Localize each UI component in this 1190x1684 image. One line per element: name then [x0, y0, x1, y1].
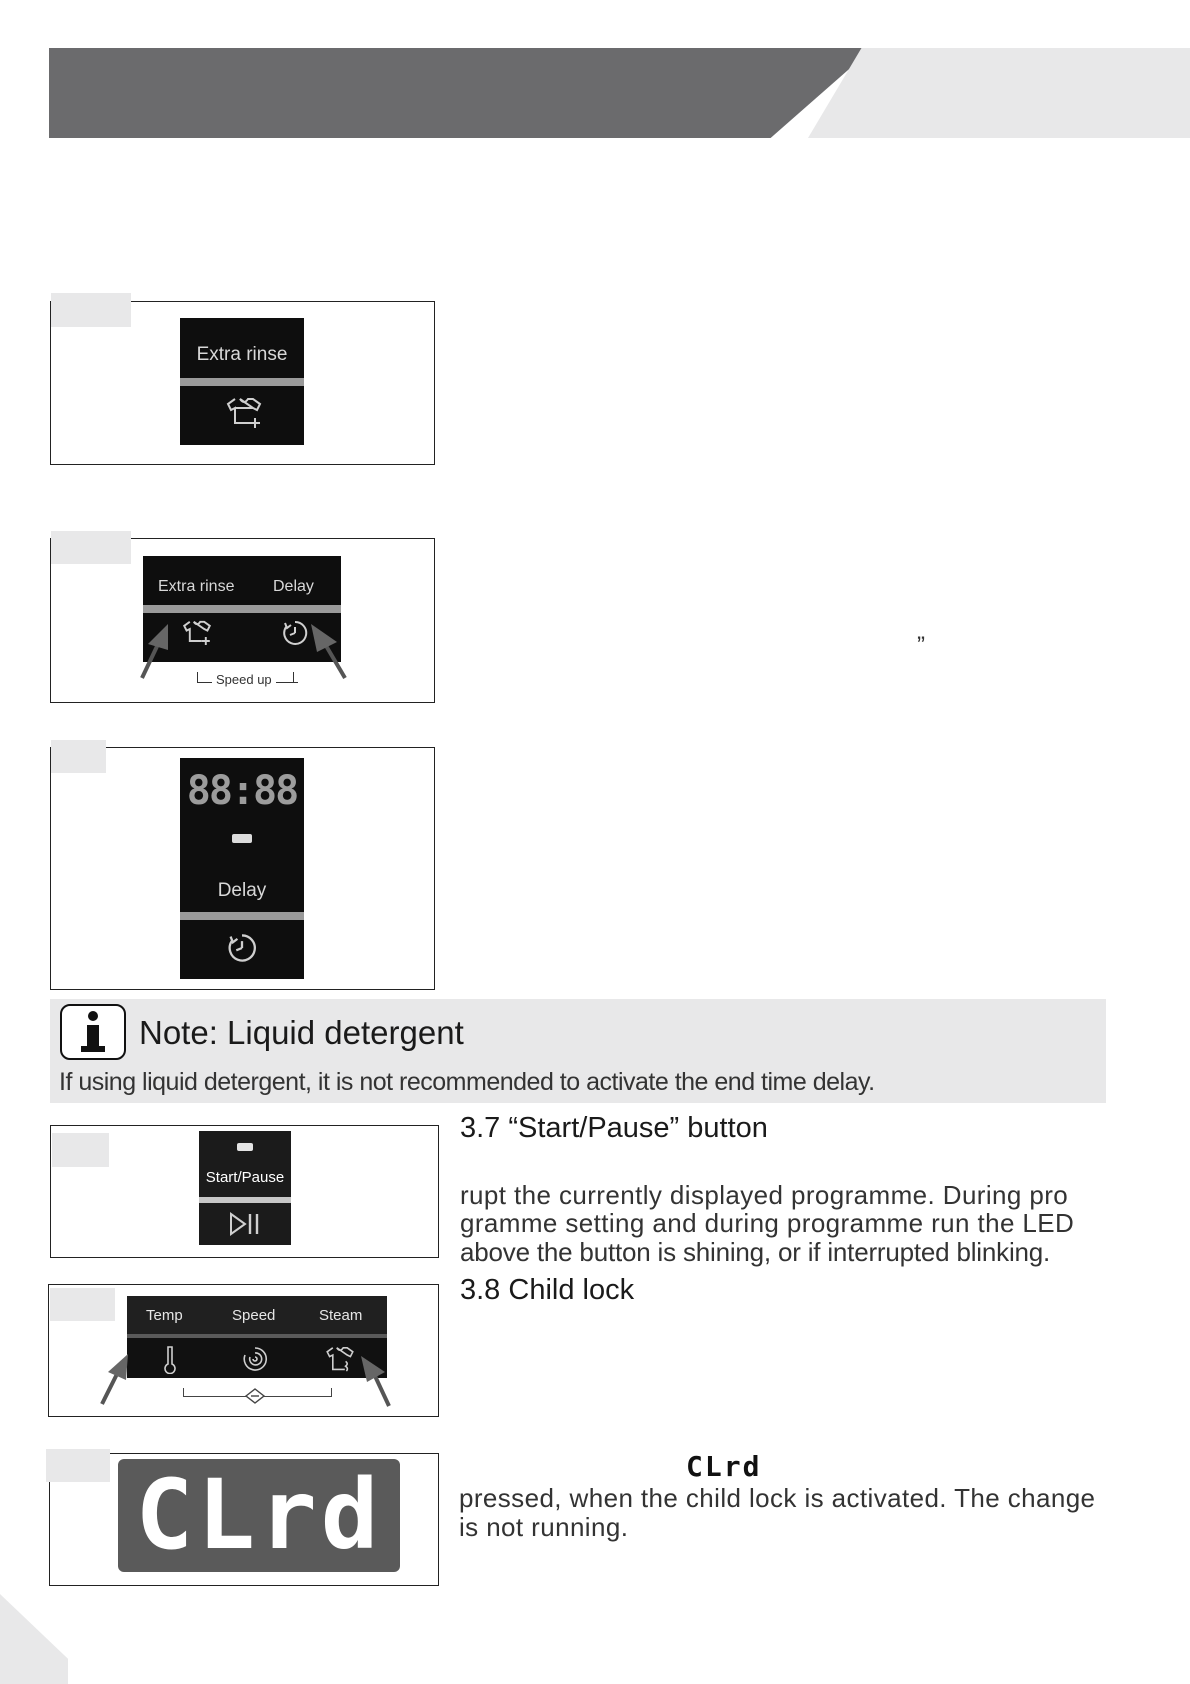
body-line: above the button is shining, or if interrupted blinking.: [460, 1237, 1051, 1267]
body-line: gramme setting and during programme run the LED: [460, 1208, 1075, 1238]
figure-tab: [52, 1133, 109, 1167]
body-line: pressed, when the child lock is activated. The change: [459, 1483, 1096, 1513]
figure-tab: [46, 1449, 110, 1482]
body-line: is not running.: [459, 1512, 629, 1542]
arrow-pointer-icon: [138, 620, 178, 682]
info-icon: [60, 1004, 126, 1060]
delay-label: Delay: [217, 880, 267, 901]
child-lock-display-panel: [118, 1459, 400, 1572]
child-lock-code: CLrd: [686, 1450, 762, 1483]
delay-timer-icon: [226, 932, 258, 964]
led-indicator: [237, 1143, 253, 1151]
lock-icon: [244, 1387, 266, 1405]
arrow-pointer-icon: [98, 1352, 132, 1408]
section-heading-child-lock: 3.8 Child lock: [460, 1274, 635, 1306]
section-heading-start-pause: 3.7 “Start/Pause” button: [460, 1112, 768, 1144]
led-indicator: [232, 834, 252, 843]
extra-rinse-panel: [180, 318, 304, 445]
speed-label: Speed: [232, 1307, 276, 1324]
note-title: Note: Liquid detergent: [139, 1014, 464, 1051]
start-pause-panel: [199, 1131, 291, 1245]
figure-tab: [51, 293, 131, 327]
quote-mark: ”: [917, 632, 925, 659]
arrow-pointer-icon: [305, 620, 349, 682]
temp-speed-steam-panel: [127, 1296, 387, 1378]
extra-rinse-label: Extra rinse: [158, 578, 235, 595]
steam-label: Steam: [319, 1307, 363, 1324]
figure-tab: [50, 1288, 115, 1321]
figure-tab: [51, 531, 131, 564]
delay-time-display: 88:88: [186, 768, 298, 814]
header-band-dark: [49, 48, 869, 138]
steam-shirt-icon: [324, 1344, 356, 1374]
shirt-plus-icon: [181, 619, 213, 647]
speed-up-label: Speed up: [212, 672, 276, 687]
shirt-plus-icon: [224, 396, 264, 430]
corner-band: [0, 1594, 68, 1684]
delay-panel: [180, 758, 304, 979]
arrow-pointer-icon: [357, 1354, 393, 1410]
body-line: rupt the currently displayed programme. During pro: [460, 1180, 1069, 1210]
bracket-right: [280, 672, 294, 683]
play-pause-icon: [229, 1212, 261, 1236]
figure-tab: [51, 740, 106, 773]
extra-rinse-label: Extra rinse: [196, 344, 288, 365]
note-text: If using liquid detergent, it is not recommended to activate the end time delay.: [59, 1068, 875, 1096]
child-lock-display: CLrd: [135, 1459, 383, 1571]
spin-speed-icon: [242, 1346, 268, 1372]
thermometer-icon: [163, 1344, 177, 1374]
delay-label: Delay: [273, 578, 314, 595]
header-band-light: [808, 48, 1190, 138]
start-pause-label: Start/Pause: [205, 1169, 285, 1186]
temp-label: Temp: [146, 1307, 183, 1324]
